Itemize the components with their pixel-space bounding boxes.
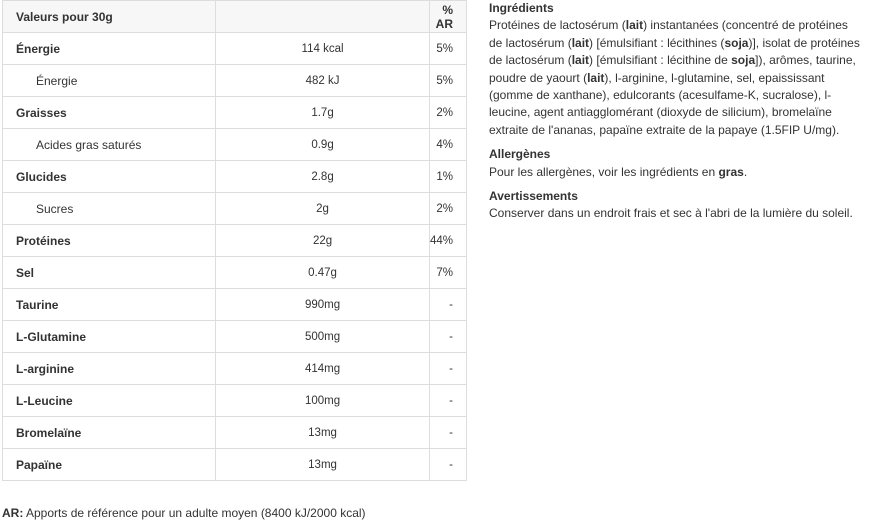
nutrition-row <box>3 193 467 225</box>
nutrient-ar: 5% <box>429 65 466 97</box>
ingredient-allergen: soja <box>731 53 756 68</box>
nutrient-name: Papaïne <box>3 449 216 481</box>
nutrient-name: Acides gras saturés <box>3 129 216 161</box>
nutrient-ar: 2% <box>429 97 466 129</box>
nutrient-value: 1.7g <box>216 97 430 129</box>
nutrient-ar: 44% <box>429 225 466 257</box>
nutrient-value: 13mg <box>216 449 430 481</box>
nutrient-ar: - <box>429 321 466 353</box>
nutrient-name: Taurine <box>3 289 216 321</box>
nutrient-value: 2g <box>216 193 430 225</box>
footnote <box>2 506 366 520</box>
product-info <box>489 0 864 230</box>
nutrient-ar: - <box>429 353 466 385</box>
allergens-text-before: Pour les allergènes, voir les ingrédients en <box>489 164 719 179</box>
footnote-label: AR: <box>2 506 24 520</box>
nutrient-ar: - <box>429 449 466 481</box>
nutrient-value: 482 kJ <box>216 65 430 97</box>
nutrition-row <box>3 321 467 353</box>
ingredients-text <box>489 17 864 139</box>
allergens-text <box>489 164 864 181</box>
nutrient-ar: 1% <box>429 161 466 193</box>
allergens-title: Allergènes <box>489 147 551 162</box>
ingredient-text: )], isolat de protéines de lactosérum ( <box>489 35 860 68</box>
ingredient-text: Protéines de lactosérum ( <box>489 18 626 33</box>
nutrition-row <box>3 353 467 385</box>
nutrient-value: 990mg <box>216 289 430 321</box>
nutrition-row <box>3 161 467 193</box>
nutrition-row <box>3 33 467 65</box>
nutrient-ar: - <box>429 289 466 321</box>
ingredient-text: ]), arômes, taurine, poudre de yaourt ( <box>489 53 856 85</box>
nutrient-value: 100mg <box>216 385 430 417</box>
warnings-title: Avertissements <box>489 189 578 204</box>
ingredient-text: ) instantanées (concentré de protéines de lactosérum ( <box>489 18 848 50</box>
nutrient-value: 0.47g <box>216 257 430 289</box>
nutrient-name: L-arginine <box>3 353 216 385</box>
nutrient-value: 114 kcal <box>216 33 430 65</box>
nutrient-name: Énergie <box>3 33 216 65</box>
nutrition-row <box>3 257 467 289</box>
header-value <box>216 1 430 33</box>
nutrient-ar: 5% <box>429 33 466 65</box>
nutrient-value: 0.9g <box>216 129 430 161</box>
nutrient-ar: 2% <box>429 193 466 225</box>
nutrient-value: 500mg <box>216 321 430 353</box>
nutrient-name: Graisses <box>3 97 216 129</box>
nutrition-table <box>2 0 467 481</box>
ingredient-allergen: lait <box>571 35 590 50</box>
nutrient-name: Sucres <box>3 193 216 225</box>
nutrition-row <box>3 65 467 97</box>
ingredient-text: ) [émulsifiant : lécithine de <box>589 53 732 68</box>
allergens-text-bold: gras <box>718 164 744 179</box>
nutrition-header-row <box>3 1 467 33</box>
nutrient-name: L-Glutamine <box>3 321 216 353</box>
ingredient-allergen: lait <box>571 53 590 68</box>
nutrient-name: Protéines <box>3 225 216 257</box>
nutrient-name: Sel <box>3 257 216 289</box>
nutrient-value: 2.8g <box>216 161 430 193</box>
nutrient-value: 22g <box>216 225 430 257</box>
ingredient-text: ), l-arginine, l-glutamine, sel, epaississant (gomme de xanthane), edulcorants (acesulfame-K, sucralose), l-leucine, agent antiagglomérant (dioxyde de silicium), bromelaïne extraite de l'ananas, papaïne extraite de la papaye (1.5FIP U/mg). <box>489 70 840 137</box>
nutrient-ar: - <box>429 417 466 449</box>
nutrition-row <box>3 97 467 129</box>
nutrient-name: Glucides <box>3 161 216 193</box>
nutrition-row <box>3 129 467 161</box>
nutrition-row <box>3 449 467 481</box>
ingredient-allergen: lait <box>625 18 644 33</box>
footnote-text: Apports de référence pour un adulte moyen (8400 kJ/2000 kcal) <box>23 506 366 520</box>
nutrient-ar: 7% <box>429 257 466 289</box>
ingredient-text: ) [émulsifiant : lécithines ( <box>589 35 725 50</box>
nutrient-name: L-Leucine <box>3 385 216 417</box>
allergens-text-after: . <box>743 164 748 179</box>
nutrition-row <box>3 385 467 417</box>
nutrition-row <box>3 225 467 257</box>
nutrient-value: 13mg <box>216 417 430 449</box>
header-ar: % AR <box>429 1 466 33</box>
warnings-text: Conserver dans un endroit frais et sec à l'abri de la lumière du soleil. <box>489 206 853 221</box>
header-serving: Valeurs pour 30g <box>3 1 216 33</box>
nutrient-ar: - <box>429 385 466 417</box>
ingredient-allergen: soja <box>724 35 749 50</box>
ingredients-title: Ingrédients <box>489 1 554 15</box>
ingredient-allergen: lait <box>587 70 605 85</box>
nutrition-row <box>3 289 467 321</box>
nutrient-name: Bromelaïne <box>3 417 216 449</box>
nutrient-ar: 4% <box>429 129 466 161</box>
nutrient-name: Énergie <box>3 65 216 97</box>
nutrient-value: 414mg <box>216 353 430 385</box>
nutrition-row <box>3 417 467 449</box>
